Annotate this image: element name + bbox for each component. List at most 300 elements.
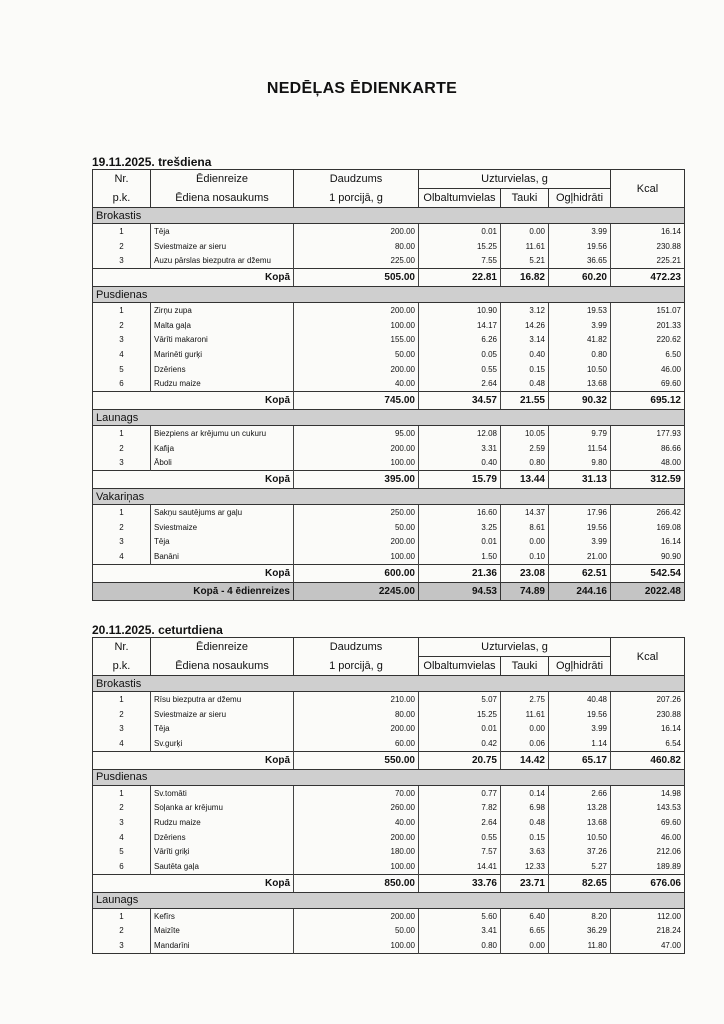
row-fat: 2.59 [501, 441, 549, 456]
table-row [93, 692, 685, 707]
grand-total-qty: 2245.00 [294, 583, 419, 601]
total-protein: 21.36 [419, 565, 501, 583]
row-carbs: 11.80 [549, 938, 611, 953]
row-protein: 5.60 [419, 908, 501, 923]
total-kcal: 312.59 [611, 471, 685, 489]
row-kcal: 16.14 [611, 721, 685, 736]
grand-total-label: Kopā - 4 ēdienreizes [93, 583, 294, 601]
row-nr: 3 [119, 335, 124, 345]
row-nr: 6 [119, 862, 124, 872]
header-edienreize: Ēdienreize [151, 170, 294, 189]
table-row [93, 830, 685, 845]
row-nr: 1 [119, 508, 124, 518]
row-fat: 0.00 [501, 938, 549, 953]
row-kcal: 177.93 [611, 426, 685, 441]
table-row [93, 736, 685, 751]
row-kcal: 143.53 [611, 800, 685, 815]
table-row [93, 938, 685, 953]
row-carbs: 10.50 [549, 830, 611, 845]
total-label: Kopā [93, 751, 294, 769]
row-dish-name: Dzēriens [151, 362, 294, 377]
table-row [93, 549, 685, 564]
grand-total-protein: 94.53 [419, 583, 501, 601]
table-row [93, 859, 685, 874]
row-nr: 6 [119, 379, 124, 389]
row-fat: 5.21 [501, 253, 549, 268]
row-protein: 6.26 [419, 332, 501, 347]
header-row-2 [93, 189, 685, 208]
row-fat: 10.05 [501, 426, 549, 441]
total-carbs: 90.32 [549, 392, 611, 410]
row-nr: 3 [119, 817, 124, 827]
row-fat: 0.06 [501, 736, 549, 751]
header-kcal: Kcal [611, 638, 685, 676]
table-row [93, 924, 685, 939]
row-carbs: 3.99 [549, 721, 611, 736]
row-protein: 12.08 [419, 426, 501, 441]
table-row [93, 253, 685, 268]
row-fat: 6.98 [501, 800, 549, 815]
row-dish-name: Sviestmaize ar sieru [151, 239, 294, 254]
row-dish-name: Rīsu biezputra ar džemu [151, 692, 294, 707]
row-kcal: 225.21 [611, 253, 685, 268]
total-protein: 33.76 [419, 874, 501, 892]
row-dish-name: Malta gaļa [151, 318, 294, 333]
row-dish-name: Biezpiens ar krējumu un cukuru [151, 426, 294, 441]
row-qty: 40.00 [294, 377, 419, 392]
row-fat: 0.14 [501, 785, 549, 800]
total-protein: 34.57 [419, 392, 501, 410]
table-row [93, 845, 685, 860]
row-protein: 5.07 [419, 692, 501, 707]
header-nosaukums: Ēdiena nosaukums [151, 189, 294, 208]
row-carbs: 13.68 [549, 815, 611, 830]
row-nr: 2 [119, 709, 124, 719]
row-protein: 3.31 [419, 441, 501, 456]
row-dish-name: Sviestmaize ar sieru [151, 707, 294, 722]
row-dish-name: Sautēta gaļa [151, 859, 294, 874]
section-name: Vakariņas [93, 489, 685, 505]
section-total-row [93, 751, 685, 769]
row-qty: 50.00 [294, 520, 419, 535]
row-dish-name: Sv.tomāti [151, 785, 294, 800]
row-protein: 0.77 [419, 785, 501, 800]
row-fat: 14.26 [501, 318, 549, 333]
row-qty: 40.00 [294, 815, 419, 830]
section-total-row [93, 874, 685, 892]
row-carbs: 1.14 [549, 736, 611, 751]
row-qty: 200.00 [294, 908, 419, 923]
row-fat: 0.80 [501, 456, 549, 471]
header-nr: Nr. [114, 641, 129, 654]
total-label: Kopā [93, 269, 294, 287]
section-name: Brokastis [93, 208, 685, 224]
row-carbs: 40.48 [549, 692, 611, 707]
header-olbaltumvielas: Olbaltumvielas [419, 189, 501, 208]
total-qty: 505.00 [294, 269, 419, 287]
row-kcal: 169.08 [611, 520, 685, 535]
row-kcal: 207.26 [611, 692, 685, 707]
row-qty: 200.00 [294, 441, 419, 456]
total-kcal: 472.23 [611, 269, 685, 287]
row-protein: 7.55 [419, 253, 501, 268]
row-qty: 100.00 [294, 938, 419, 953]
row-kcal: 90.90 [611, 549, 685, 564]
row-kcal: 230.88 [611, 239, 685, 254]
header-pk: p.k. [112, 191, 131, 204]
row-dish-name: Dzēriens [151, 830, 294, 845]
total-protein: 20.75 [419, 751, 501, 769]
table-row [93, 318, 685, 333]
row-dish-name: Āboli [151, 456, 294, 471]
row-fat: 3.14 [501, 332, 549, 347]
row-qty: 95.00 [294, 426, 419, 441]
row-fat: 0.48 [501, 815, 549, 830]
header-uzturvielas: Uzturvielas, g [419, 170, 611, 189]
row-protein: 15.25 [419, 707, 501, 722]
row-protein: 2.64 [419, 815, 501, 830]
row-carbs: 36.65 [549, 253, 611, 268]
row-protein: 0.05 [419, 347, 501, 362]
row-carbs: 10.50 [549, 362, 611, 377]
total-label: Kopā [93, 874, 294, 892]
row-qty: 200.00 [294, 224, 419, 239]
row-qty: 250.00 [294, 505, 419, 520]
day-block-2 [92, 624, 684, 954]
row-carbs: 13.68 [549, 377, 611, 392]
header-porcija: 1 porcijā, g [294, 657, 419, 676]
section-header [93, 676, 685, 692]
row-carbs: 11.54 [549, 441, 611, 456]
row-kcal: 189.89 [611, 859, 685, 874]
menu-table [92, 637, 685, 954]
row-protein: 0.80 [419, 938, 501, 953]
row-nr: 3 [119, 724, 124, 734]
header-tauki: Tauki [501, 657, 549, 676]
table-row [93, 377, 685, 392]
row-dish-name: Rudzu maize [151, 377, 294, 392]
section-header [93, 769, 685, 785]
table-row [93, 800, 685, 815]
header-row-2 [93, 657, 685, 676]
row-fat: 12.33 [501, 859, 549, 874]
row-protein: 0.01 [419, 721, 501, 736]
row-fat: 0.10 [501, 549, 549, 564]
total-protein: 22.81 [419, 269, 501, 287]
row-protein: 7.82 [419, 800, 501, 815]
row-qty: 60.00 [294, 736, 419, 751]
row-nr: 4 [119, 349, 124, 359]
row-fat: 6.40 [501, 908, 549, 923]
table-row [93, 707, 685, 722]
row-fat: 11.61 [501, 239, 549, 254]
row-kcal: 230.88 [611, 707, 685, 722]
row-nr: 1 [119, 694, 124, 704]
row-qty: 200.00 [294, 535, 419, 550]
row-nr: 2 [119, 522, 124, 532]
row-dish-name: Marinēti gurķi [151, 347, 294, 362]
row-qty: 200.00 [294, 721, 419, 736]
row-fat: 3.63 [501, 845, 549, 860]
table-row [93, 303, 685, 318]
row-dish-name: Tēja [151, 721, 294, 736]
grand-total-row [93, 583, 685, 601]
table-row [93, 347, 685, 362]
total-kcal: 676.06 [611, 874, 685, 892]
row-nr: 2 [119, 241, 124, 251]
row-nr: 3 [119, 458, 124, 468]
total-qty: 600.00 [294, 565, 419, 583]
row-kcal: 266.42 [611, 505, 685, 520]
day-block-1 [92, 156, 684, 601]
row-protein: 16.60 [419, 505, 501, 520]
row-carbs: 0.80 [549, 347, 611, 362]
section-name: Pusdienas [93, 287, 685, 303]
row-nr: 1 [119, 226, 124, 236]
row-kcal: 212.06 [611, 845, 685, 860]
section-total-row [93, 392, 685, 410]
row-nr: 3 [119, 941, 124, 951]
grand-total-fat: 74.89 [501, 583, 549, 601]
row-protein: 2.64 [419, 377, 501, 392]
section-header [93, 489, 685, 505]
header-row [93, 170, 685, 189]
row-protein: 0.55 [419, 362, 501, 377]
row-qty: 225.00 [294, 253, 419, 268]
header-daudzums: Daudzums [294, 638, 419, 657]
total-qty: 395.00 [294, 471, 419, 489]
row-protein: 3.25 [419, 520, 501, 535]
row-fat: 0.00 [501, 535, 549, 550]
row-nr: 5 [119, 364, 124, 374]
header-oglhidrati: Ogļhidrāti [549, 189, 611, 208]
row-carbs: 13.28 [549, 800, 611, 815]
header-uzturvielas: Uzturvielas, g [419, 638, 611, 657]
row-dish-name: Tēja [151, 224, 294, 239]
row-carbs: 3.99 [549, 535, 611, 550]
total-qty: 550.00 [294, 751, 419, 769]
row-carbs: 9.79 [549, 426, 611, 441]
row-kcal: 6.54 [611, 736, 685, 751]
section-name: Brokastis [93, 676, 685, 692]
row-kcal: 86.66 [611, 441, 685, 456]
total-fat: 21.55 [501, 392, 549, 410]
section-name: Launags [93, 892, 685, 908]
row-nr: 3 [119, 256, 124, 266]
total-carbs: 82.65 [549, 874, 611, 892]
row-protein: 14.17 [419, 318, 501, 333]
row-kcal: 16.14 [611, 535, 685, 550]
row-protein: 10.90 [419, 303, 501, 318]
row-kcal: 69.60 [611, 815, 685, 830]
section-total-row [93, 269, 685, 287]
table-row [93, 362, 685, 377]
row-carbs: 41.82 [549, 332, 611, 347]
table-row [93, 239, 685, 254]
row-carbs: 19.56 [549, 707, 611, 722]
total-kcal: 460.82 [611, 751, 685, 769]
total-carbs: 31.13 [549, 471, 611, 489]
total-carbs: 62.51 [549, 565, 611, 583]
row-dish-name: Mandarīni [151, 938, 294, 953]
row-fat: 0.00 [501, 721, 549, 736]
row-qty: 100.00 [294, 318, 419, 333]
table-row [93, 441, 685, 456]
row-nr: 1 [119, 305, 124, 315]
row-fat: 2.75 [501, 692, 549, 707]
header-nr: Nr. [114, 173, 129, 186]
row-nr: 1 [119, 911, 124, 921]
row-dish-name: Sakņu sautējums ar gaļu [151, 505, 294, 520]
total-label: Kopā [93, 565, 294, 583]
row-nr: 2 [119, 443, 124, 453]
page-title: NEDĒĻAS ĒDIENKARTE [266, 80, 458, 97]
row-fat: 11.61 [501, 707, 549, 722]
row-protein: 7.57 [419, 845, 501, 860]
row-dish-name: Auzu pārslas biezputra ar džemu [151, 253, 294, 268]
row-kcal: 112.00 [611, 908, 685, 923]
row-qty: 100.00 [294, 859, 419, 874]
row-nr: 3 [119, 537, 124, 547]
row-qty: 200.00 [294, 303, 419, 318]
row-nr: 4 [119, 552, 124, 562]
header-tauki: Tauki [501, 189, 549, 208]
row-kcal: 46.00 [611, 830, 685, 845]
row-dish-name: Tēja [151, 535, 294, 550]
table-row [93, 815, 685, 830]
day-date: 20.11.2025. ceturtdiena [92, 623, 223, 637]
row-protein: 1.50 [419, 549, 501, 564]
total-label: Kopā [93, 471, 294, 489]
total-fat: 13.44 [501, 471, 549, 489]
table-row [93, 785, 685, 800]
row-protein: 3.41 [419, 924, 501, 939]
header-daudzums: Daudzums [294, 170, 419, 189]
row-dish-name: Maizīte [151, 924, 294, 939]
header-oglhidrati: Ogļhidrāti [549, 657, 611, 676]
row-qty: 50.00 [294, 924, 419, 939]
row-qty: 100.00 [294, 549, 419, 564]
table-row [93, 332, 685, 347]
row-nr: 2 [119, 803, 124, 813]
total-protein: 15.79 [419, 471, 501, 489]
row-qty: 260.00 [294, 800, 419, 815]
total-carbs: 65.17 [549, 751, 611, 769]
row-qty: 200.00 [294, 830, 419, 845]
row-dish-name: Kafija [151, 441, 294, 456]
row-dish-name: Banāni [151, 549, 294, 564]
row-fat: 14.37 [501, 505, 549, 520]
table-row [93, 505, 685, 520]
row-kcal: 48.00 [611, 456, 685, 471]
row-fat: 6.65 [501, 924, 549, 939]
header-porcija: 1 porcijā, g [294, 189, 419, 208]
table-row [93, 224, 685, 239]
row-protein: 0.42 [419, 736, 501, 751]
row-carbs: 3.99 [549, 318, 611, 333]
row-carbs: 17.96 [549, 505, 611, 520]
row-qty: 70.00 [294, 785, 419, 800]
row-dish-name: Sv.gurķi [151, 736, 294, 751]
row-carbs: 37.26 [549, 845, 611, 860]
row-kcal: 69.60 [611, 377, 685, 392]
row-kcal: 151.07 [611, 303, 685, 318]
row-carbs: 3.99 [549, 224, 611, 239]
row-nr: 5 [119, 847, 124, 857]
row-carbs: 5.27 [549, 859, 611, 874]
total-label: Kopā [93, 392, 294, 410]
row-qty: 80.00 [294, 707, 419, 722]
row-fat: 8.61 [501, 520, 549, 535]
row-fat: 0.15 [501, 830, 549, 845]
row-qty: 210.00 [294, 692, 419, 707]
header-nosaukums: Ēdiena nosaukums [151, 657, 294, 676]
header-olbaltumvielas: Olbaltumvielas [419, 657, 501, 676]
menu-table [92, 169, 685, 601]
row-kcal: 6.50 [611, 347, 685, 362]
row-protein: 15.25 [419, 239, 501, 254]
row-dish-name: Soļanka ar krējumu [151, 800, 294, 815]
row-protein: 0.40 [419, 456, 501, 471]
total-kcal: 542.54 [611, 565, 685, 583]
row-fat: 0.40 [501, 347, 549, 362]
row-nr: 4 [119, 738, 124, 748]
row-dish-name: Kefīrs [151, 908, 294, 923]
row-nr: 1 [119, 429, 124, 439]
row-carbs: 8.20 [549, 908, 611, 923]
table-row [93, 426, 685, 441]
row-protein: 0.01 [419, 224, 501, 239]
row-carbs: 36.29 [549, 924, 611, 939]
section-header [93, 287, 685, 303]
row-dish-name: Rudzu maize [151, 815, 294, 830]
section-total-row [93, 471, 685, 489]
row-fat: 0.15 [501, 362, 549, 377]
row-protein: 0.55 [419, 830, 501, 845]
row-dish-name: Sviestmaize [151, 520, 294, 535]
total-carbs: 60.20 [549, 269, 611, 287]
row-qty: 155.00 [294, 332, 419, 347]
row-carbs: 9.80 [549, 456, 611, 471]
row-kcal: 14.98 [611, 785, 685, 800]
table-row [93, 721, 685, 736]
row-qty: 80.00 [294, 239, 419, 254]
section-header [93, 410, 685, 426]
header-kcal: Kcal [611, 170, 685, 208]
row-kcal: 218.24 [611, 924, 685, 939]
row-dish-name: Vārīti griķi [151, 845, 294, 860]
row-kcal: 201.33 [611, 318, 685, 333]
row-carbs: 19.56 [549, 520, 611, 535]
row-kcal: 16.14 [611, 224, 685, 239]
total-kcal: 695.12 [611, 392, 685, 410]
row-dish-name: Vārīti makaroni [151, 332, 294, 347]
row-qty: 100.00 [294, 456, 419, 471]
section-header [93, 892, 685, 908]
row-protein: 14.41 [419, 859, 501, 874]
section-name: Pusdienas [93, 769, 685, 785]
row-kcal: 220.62 [611, 332, 685, 347]
row-nr: 4 [119, 832, 124, 842]
row-carbs: 2.66 [549, 785, 611, 800]
row-fat: 0.00 [501, 224, 549, 239]
row-protein: 0.01 [419, 535, 501, 550]
row-dish-name: Zirņu zupa [151, 303, 294, 318]
table-row [93, 456, 685, 471]
row-qty: 200.00 [294, 362, 419, 377]
row-nr: 2 [119, 926, 124, 936]
total-fat: 14.42 [501, 751, 549, 769]
